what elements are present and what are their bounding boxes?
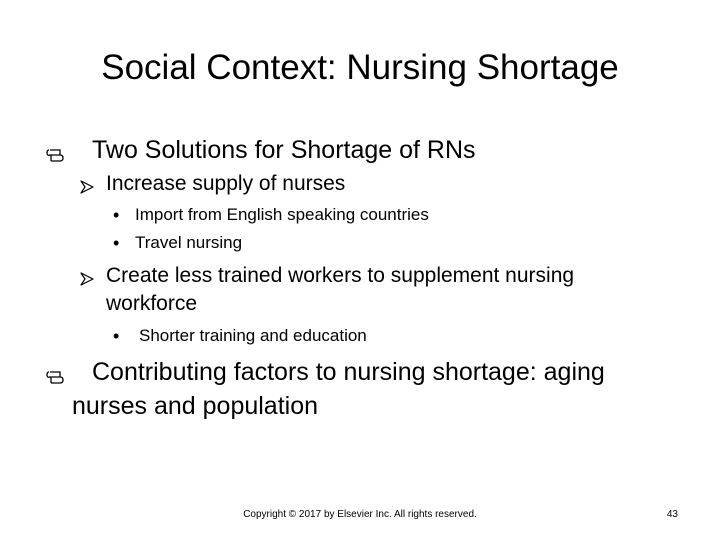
- dot-bullet: •: [113, 233, 120, 253]
- footer-copyright: Copyright © 2017 by Elsevier Inc. All rights reserved.: [243, 509, 477, 520]
- page-number: 43: [666, 509, 678, 520]
- bullet-solutions-text: Two Solutions for Shortage of RNs: [92, 136, 476, 164]
- bullet-contributing-factors: [46, 356, 605, 389]
- slide-title: Social Context: Nursing Shortage: [101, 48, 619, 87]
- subbullet-less-trained-text-line1: Create less trained workers to supplement nursing: [106, 264, 575, 287]
- subbullet-less-trained: [80, 262, 574, 290]
- subsub-shorter-training-text: Shorter training and education: [139, 326, 367, 345]
- subsub-travel: [113, 231, 242, 255]
- scroll-bullet-icon: [46, 146, 64, 166]
- bullet-contributing-factors-line1: Contributing factors to nursing shortage: aging: [92, 358, 605, 386]
- scroll-bullet-icon: [46, 368, 64, 388]
- subsub-shorter-training: [113, 324, 367, 348]
- subsub-import: [113, 203, 429, 227]
- subbullet-less-trained-cont: [80, 290, 197, 318]
- subbullet-increase-supply: [80, 170, 345, 198]
- bullet-contributing-factors-line2: nurses and population: [72, 392, 319, 420]
- subsub-travel-text: Travel nursing: [135, 233, 243, 252]
- bullet-solutions: [46, 134, 476, 167]
- dot-bullet: •: [113, 326, 120, 346]
- subsub-import-text: Import from English speaking countries: [135, 205, 429, 224]
- subbullet-increase-supply-text: Increase supply of nurses: [106, 172, 346, 195]
- subbullet-less-trained-text-line2: workforce: [106, 292, 198, 315]
- arrowhead-bullet-icon: [80, 272, 94, 286]
- bullet-contributing-factors-cont: [46, 390, 318, 423]
- arrowhead-bullet-icon: [80, 180, 94, 194]
- dot-bullet: •: [113, 205, 120, 225]
